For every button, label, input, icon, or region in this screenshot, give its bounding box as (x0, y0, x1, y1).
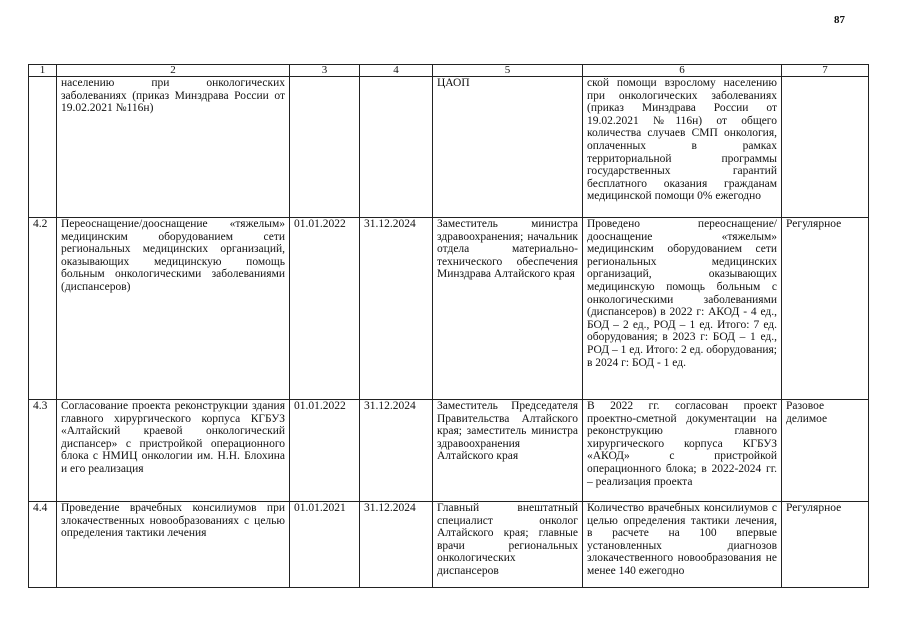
page-number: 87 (834, 14, 845, 26)
column-number: 2 (57, 65, 290, 77)
row-number (29, 77, 57, 218)
column-number: 6 (583, 65, 782, 77)
result-cell: Проведено переоснащение/дооснащение «тяжелым» медицинским оборудованием сети региональных медицинских организаций, оказывающих медицинскую помощь больным с онкологическими заболеваниями (диспансеров) в 2022 г: АКОД - 4 ед., БОД – 2 ед., РОД – 1 ед. Итого: 7 ед. оборудования; в 2023 г: БОД – 1 ед., РОД – 1 ед. Итого: 2 ед. оборудования; в 2024 г: БОД - 1 ед. (583, 218, 782, 400)
responsible-cell: ЦАОП (433, 77, 583, 218)
column-number: 7 (782, 65, 869, 77)
responsible-cell: Заместитель министра здравоохранения; начальник отдела материально-технического обеспечения Минздрава Алтайского края (433, 218, 583, 400)
type-cell: Регулярное (782, 218, 869, 400)
event-cell: Проведение врачебных консилиумов при злокачественных новообразованиях с целью определения тактики лечения (57, 502, 290, 588)
end-date-cell (360, 77, 433, 218)
table-row (29, 400, 869, 502)
table-row (29, 77, 869, 218)
end-date-cell: 31.12.2024 (360, 218, 433, 400)
row-number: 4.2 (29, 218, 57, 400)
responsible-cell: Главный внештатный специалист онколог Алтайского края; главные врачи региональных онкологических диспансеров (433, 502, 583, 588)
responsible-cell: Заместитель Председателя Правительства Алтайского края; заместитель министра здравоохранения Алтайского края (433, 400, 583, 502)
table-row (29, 502, 869, 588)
start-date-cell: 01.01.2022 (290, 400, 360, 502)
start-date-cell: 01.01.2022 (290, 218, 360, 400)
column-number: 1 (29, 65, 57, 77)
type-cell (782, 77, 869, 218)
event-cell: Согласование проекта реконструкции здания главного хирургического корпуса КГБУЗ «Алтайский краевой онкологический диспансер» с пристройкой операционного блока с НМИЦ онкологии им. Н.Н. Блохина и его реализация (57, 400, 290, 502)
table-row (29, 218, 869, 400)
result-cell: ской помощи взрослому населению при онкологических заболеваниях (приказ Минздрава России от 19.02.2021 №116н) от общего количества случаев СМП онкология, оплаченных в рамках территориальной программы государственных гарантий бесплатного оказания гражданам медицинской помощи 0% ежегодно (583, 77, 782, 218)
result-cell: Количество врачебных консилиумов с целью определения тактики лечения, в расчете на 100 впервые установленных диагнозов злокачественного новообразования не менее 140 ежегодно (583, 502, 782, 588)
event-cell: Переоснащение/дооснащение «тяжелым» медицинским оборудованием сети региональных медицинских организаций, оказывающих медицинскую помощь больным онкологическими заболеваниями (диспансеров) (57, 218, 290, 400)
start-date-cell (290, 77, 360, 218)
measures-table (28, 64, 869, 588)
type-cell: Регулярное (782, 502, 869, 588)
column-number: 5 (433, 65, 583, 77)
column-number-row (29, 65, 869, 77)
end-date-cell: 31.12.2024 (360, 502, 433, 588)
column-number: 3 (290, 65, 360, 77)
result-cell: В 2022 гг. согласован проект проектно-сметной документации на реконструкцию главного хирургического корпуса КГБУЗ «АКОД» с пристройкой операционного блока; в 2022-2024 гг. – реализация проекта (583, 400, 782, 502)
type-cell: Разовое делимое (782, 400, 869, 502)
event-cell: населению при онкологических заболеваниях (приказ Минздрава России от 19.02.2021 №116н) (57, 77, 290, 218)
row-number: 4.3 (29, 400, 57, 502)
end-date-cell: 31.12.2024 (360, 400, 433, 502)
row-number: 4.4 (29, 502, 57, 588)
start-date-cell: 01.01.2021 (290, 502, 360, 588)
column-number: 4 (360, 65, 433, 77)
